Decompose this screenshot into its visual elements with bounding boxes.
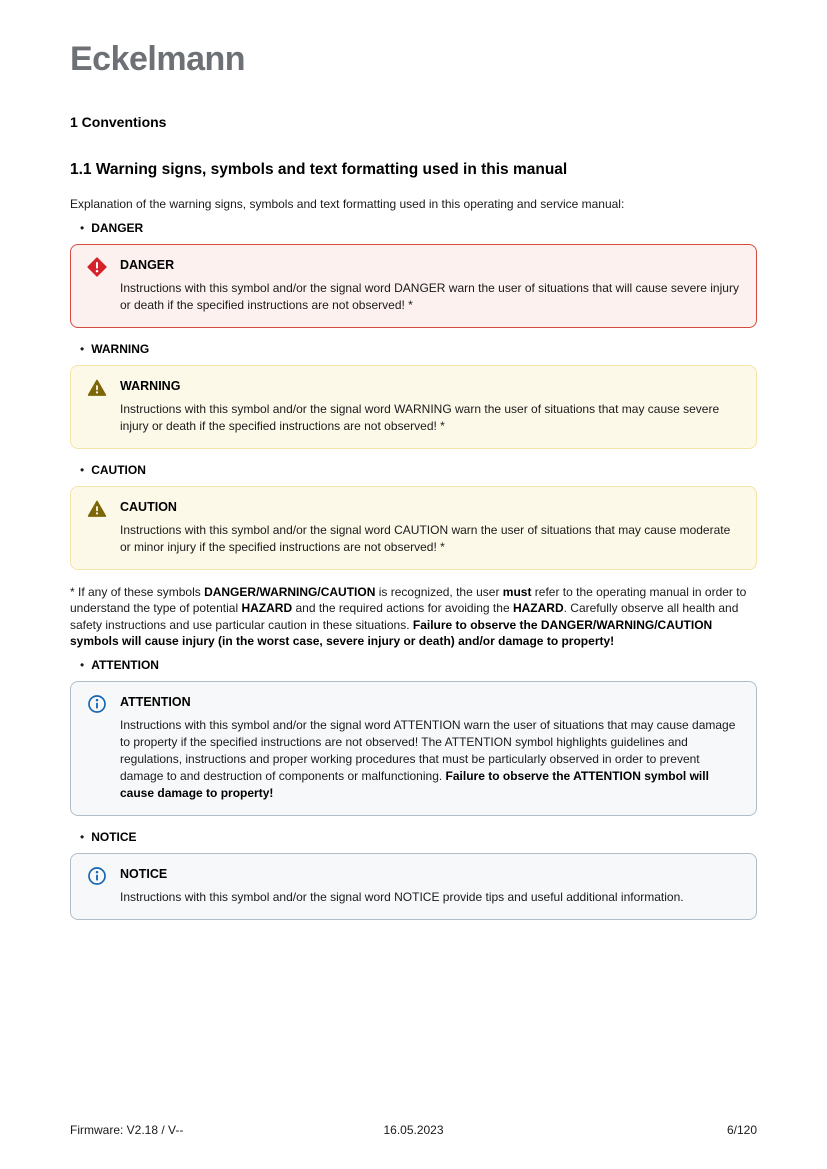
attention-notice-box (70, 681, 757, 816)
bullet-item-notice (70, 830, 757, 844)
symbols-footnote: * If any of these symbols DANGER/WARNING/CAUTION is recognized, the user must refer to the operating manual in order to understand the type of potential HAZARD and the required actions for avoiding the HAZARD. Carefully observe all health and safety instructions and use particular caution in these situations. Failure to observe the DANGER/WARNING/CAUTION symbols will cause injury (in the worst case, severe injury or death) and/or damage to property! (70, 584, 747, 649)
notice-title-notice: NOTICE (120, 866, 168, 881)
info-circle-icon (87, 694, 107, 714)
bullet-item-warning (70, 342, 757, 356)
bullet-item-attention (70, 658, 757, 672)
notice-body-notice: Instructions with this symbol and/or the signal word NOTICE provide tips and useful additional information. (120, 889, 684, 904)
bullet-dot: • (80, 462, 85, 477)
notice-body-danger: Instructions with this symbol and/or the signal word DANGER warn the user of situations that will cause severe injury or death if the specified instructions are not observed! * (120, 280, 739, 312)
page-footer (70, 1123, 757, 1137)
footer-page-number: 6/120 (726, 1123, 757, 1137)
caution-notice-box (70, 486, 757, 570)
notice-title-warning: WARNING (120, 378, 181, 393)
notice-body-caution: Instructions with this symbol and/or the signal word CAUTION warn the user of situations that may cause moderate or minor injury if the specified instructions are not observed! * (120, 522, 731, 554)
bullet-item-danger (70, 221, 757, 235)
notice-title-danger: DANGER (120, 257, 175, 272)
bullet-label-attention: ATTENTION (91, 657, 159, 672)
chapter-heading: 1 Conventions (70, 114, 167, 130)
bullet-item-caution (70, 463, 757, 477)
bullet-label-notice: NOTICE (91, 829, 137, 844)
footer-date: 16.05.2023 (383, 1123, 444, 1137)
notice-title-caution: CAUTION (120, 499, 177, 514)
notice-body-attention: Instructions with this symbol and/or the signal word ATTENTION warn the user of situations that may cause damage to property if the specified instructions are not observed! The ATTENTION symbol highlights guidelines and regulations, instructions and proper working procedures that must be particularly observed in order to prevent damage to and destruction of components or malfunctioning. Failure to observe the ATTENTION symbol will cause damage to property! (120, 717, 736, 800)
bullet-dot: • (80, 341, 85, 356)
bullet-label-caution: CAUTION (91, 462, 146, 477)
bullet-dot: • (80, 829, 85, 844)
notice-body-warning: Instructions with this symbol and/or the signal word WARNING warn the user of situations that may cause severe injury or death if the specified instructions are not observed! * (120, 401, 720, 433)
warning-triangle-icon (87, 499, 107, 519)
intro-text: Explanation of the warning signs, symbols and text formatting used in this operating and service manual: (70, 197, 625, 211)
notice-title-attention: ATTENTION (120, 694, 191, 709)
section-heading: 1.1 Warning signs, symbols and text formatting used in this manual (70, 161, 568, 178)
bullet-label-warning: WARNING (91, 341, 150, 356)
footer-firmware: Firmware: V2.18 / V-- (70, 1123, 184, 1137)
bullet-dot: • (80, 220, 85, 235)
bullet-dot: • (80, 657, 85, 672)
info-circle-icon (87, 866, 107, 886)
notice-notice-box (70, 853, 757, 920)
warning-triangle-icon (87, 378, 107, 398)
danger-notice-box (70, 244, 757, 328)
warning-notice-box (70, 365, 757, 449)
eckelmann-logo: Eckelmann (70, 40, 246, 78)
bullet-label-danger: DANGER (91, 220, 144, 235)
danger-diamond-icon (87, 257, 107, 277)
